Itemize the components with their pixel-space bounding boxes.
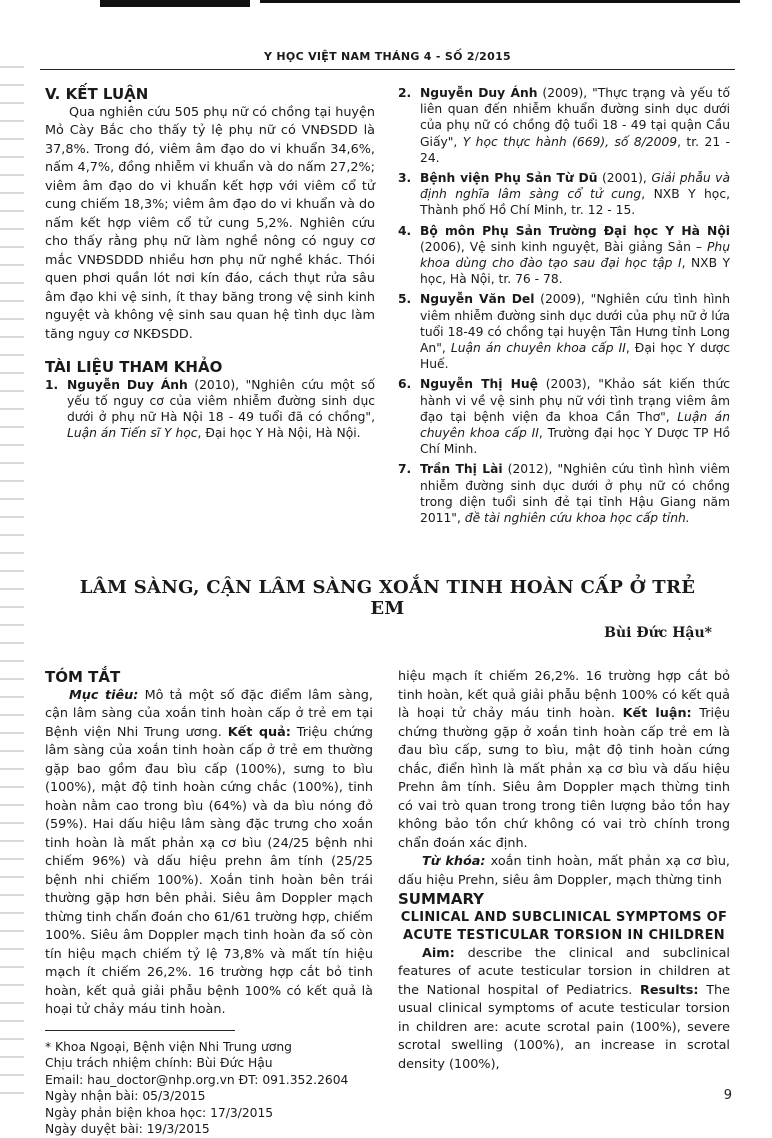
summary-paragraph (398, 945, 730, 1075)
reference-source: Luận án Tiến sĩ Y học (67, 426, 198, 441)
reference-italic: Giải phẫu và định nghĩa lâm sàng cổ tử cung (420, 171, 730, 202)
reference-italic: Phụ khoa dùng cho đào tạo sau đại học tập I (420, 239, 730, 271)
article-title: LÂM SÀNG, CẬN LÂM SÀNG XOẮN TINH HOÀN CẤP Ở TRẺ EM (79, 577, 696, 619)
reference-item (398, 85, 730, 166)
reference-item (398, 376, 730, 457)
conclusion-heading: V. KẾT LUẬN (45, 85, 149, 103)
reference-italic: đề tài nghiên cứu khoa học cấp tỉnh. (464, 511, 690, 526)
reference-author: Nguyễn Thị Huệ (420, 377, 538, 392)
footnote-line: Ngày phản biện khoa học: 17/3/2015 (45, 1105, 274, 1120)
reference-body (420, 291, 730, 372)
abstract-column (45, 668, 373, 1138)
reference-number: 3. (398, 171, 412, 186)
footnote-rule (45, 1030, 235, 1031)
reference-tail: , NXB Y học, Hà Nội, tr. 76 - 78. (420, 256, 730, 287)
aim-label: Mục tiêu: (69, 687, 139, 703)
reference-author: Trần Thị Lài (420, 462, 503, 477)
keywords-text: xoắn tinh hoàn, mất phản xạ cơ bìu, dấu hiệu Prehn, siêu âm Doppler, mạch thừng tinh (398, 854, 730, 888)
en-results-text: The usual clinical symptoms of acute testicular torsion in children are: acute scrotal pain (100%), severe scrotal swelling (100%), an increase in scrotal density (100%), (398, 982, 730, 1072)
reference-author: Nguyễn Duy Ánh (420, 86, 538, 100)
reference-body (420, 461, 730, 526)
reference-item (398, 291, 730, 372)
reference-text: (2003), "Khảo sát kiến thức hành vi về vệ sinh phụ nữ với tình trạng viêm âm đạo tại bệnh viện đa khoa Cần Thơ", (420, 377, 731, 424)
abstract-paragraph (45, 687, 373, 1020)
reference-number: 4. (398, 223, 412, 238)
left-top-column (45, 85, 375, 445)
abstract-right-column (398, 668, 730, 1074)
summary-heading: SUMMARY (398, 890, 485, 908)
summary-title: CLINICAL AND SUBCLINICAL SYMPTOMS OF ACUTE TESTICULAR TORSION IN CHILDREN (400, 909, 728, 943)
reference-body (67, 377, 375, 442)
abstract-conclusion-text: Triệu chứng thường gặp ở xoắn tinh hoàn cấp trẻ em là đau bìu cấp, sưng to bìu, mật độ tinh hoàn cứng chắc, điển hình là mất phản xạ cơ bìu và dấu hiệu Prehn âm tính. Siêu âm Doppler mạch thừng tinh có vai trò quan trong trong tiên lượng bảo tồn hay không bảo tồn chứ không có vai trò chính trong chẩn đoán xác định. (398, 706, 730, 851)
reference-text: (2006), Vệ sinh kinh nguyệt, Bài giảng Sản – (420, 239, 707, 254)
reference-text: (2012), "Nghiên cứu tình hình viêm nhiễm đường sinh dục dưới ở phụ nữ có chồng trong diện tuổi sinh đẻ tại tỉnh Hậu Giang năm 2011", (420, 462, 730, 526)
reference-text: (2001), (597, 171, 652, 186)
footnote-line: * Khoa Ngoại, Bệnh viện Nhi Trung ương (45, 1039, 292, 1054)
abstract-continued: hiệu mạch ít chiếm 26,2%. 16 trường hợp cắt bỏ tinh hoàn, kết quả giải phẫu bệnh 100% có kết quả là hoại tử chảy máu tinh hoàn. Kết luận: Triệu chứng thường gặp ở xoắn tinh hoàn cấp trẻ em là đau bìu cấp, sưng to bìu, mật độ tinh hoàn cứng chắc, điển hình là mất phản xạ cơ bìu và dấu hiệu Prehn âm tính. Siêu âm Doppler mạch thừng tinh có vai trò quan trong trong tiên lượng bảo tồn hay không bảo tồn chứ không có vai trò chính trong chẩn đoán xác định. (398, 669, 730, 851)
reference-body (420, 376, 730, 457)
footnote-line: Email: hau_doctor@nhp.org.vn ĐT: 091.352.2604 (45, 1072, 349, 1087)
reference-item (398, 461, 730, 526)
aim-text: Mô tả một số đặc điểm lâm sàng, cận lâm sàng của xoắn tinh hoàn cấp ở trẻ em tại Bệnh viện Nhi Trung ương. (45, 687, 373, 740)
keywords (398, 853, 730, 890)
reference-tail: , Đại học Y Hà Nội, Hà Nội. (197, 426, 361, 441)
reference-body (420, 170, 730, 219)
reference-body (420, 223, 730, 288)
right-references (398, 85, 730, 530)
footnote-line: Ngày duyệt bài: 19/3/2015 (45, 1122, 210, 1136)
reference-italic: Luận án chuyên khoa cấp II (420, 409, 730, 441)
reference-tail: , Đại học Y dược Huế. (420, 341, 730, 372)
abstract-conclusion-label: Kết luận: (622, 706, 692, 721)
reference-italic: Y học thực hành (669), số 8/2009 (462, 134, 678, 149)
reference-number: 2. (398, 86, 412, 100)
reference-tail: , Trường đại học Y Dược TP Hồ Chí Minh. (420, 426, 730, 457)
en-results-label: Results: (640, 982, 699, 998)
result-label: Kết quả: (227, 724, 291, 740)
reference-author: Nguyễn Duy Ánh (67, 377, 188, 392)
reference-author: Bệnh viện Phụ Sản Từ Dũ (420, 171, 598, 186)
result-text: Triệu chứng lâm sàng của xoắn tinh hoàn cấp ở trẻ em thường gặp bao gồm đau bìu cấp (100%), sưng to bìu (100%), mật độ tinh hoàn cứng chắc (100%), tinh hoàn nằm cao trong bìu (64%) và da bìu nóng đỏ (59%). Hai dấu hiệu lâm sàng đặc trưng cho xoắn tinh hoàn là mất phản xạ cơ bìu (24/25 bệnh nhi chiếm 96%) và dấu hiệu prehn âm tính (25/25 bệnh nhi chiếm 100%). Xoắn tinh hoàn bên trái thường gặp hơn bên phải. Siêu âm Doppler mạch thừng tinh chẩn đoán cho 61/61 trường hợp, chiếm 100%. Siêu âm Doppler mạch tinh hoàn đa số còn tín hiệu mạch chiếm tỷ lệ 73,8% và mất tín hiệu mạch ít chiếm 26,2%. 16 trường hợp cắt bỏ tinh hoàn, kết quả giải phẫu bệnh 100% có kết quả là hoại tử chảy máu tinh hoàn. (45, 724, 373, 1017)
top-rule (260, 0, 740, 3)
en-aim-label: Aim: (422, 945, 455, 961)
footnote-line: Chịu trách nhiệm chính: Bùi Đức Hậu (45, 1056, 273, 1070)
reference-body (420, 85, 730, 166)
footnote-line: Ngày nhận bài: 05/3/2015 (45, 1089, 206, 1103)
scan-artifact-bar (100, 0, 250, 7)
page-bleed-artifact (0, 60, 24, 1100)
footnotes (45, 1039, 373, 1138)
page-number: 9 (723, 1088, 732, 1103)
reference-text: (2010), "Nghiên cứu một số yếu tố nguy cơ của viêm nhiễm đường sinh dục dưới ở phụ nữ Hà Nội 18 - 49 tuổi đã có chồng", (67, 377, 375, 424)
article-author: Bùi Đức Hậu* (604, 625, 712, 641)
keywords-label: Từ khóa: (422, 854, 486, 869)
reference-italic: Luận án chuyên khoa cấp II (450, 341, 626, 356)
abstract-heading: TÓM TẮT (45, 668, 121, 686)
reference-tail: , tr. 21 - 24. (420, 134, 730, 165)
reference-number: 5. (398, 292, 412, 307)
reference-tail: , NXB Y học, Thành phố Hồ Chí Minh, tr. 12 - 15. (420, 187, 730, 218)
references-heading: TÀI LIỆU THAM KHẢO (45, 358, 223, 376)
reference-number: 1. (45, 377, 59, 392)
reference-text: (2009), "Nghiên cứu tình hình viêm nhiễm đường sinh dục dưới của phụ nữ ở lứa tuổi 18-49 có chồng tại huyện Tân Hưng tỉnh Long An", (420, 292, 730, 356)
reference-item (398, 223, 730, 288)
running-header: Y HỌC VIỆT NAM THÁNG 4 - SỐ 2/2015 (40, 50, 735, 70)
reference-number: 6. (398, 377, 412, 392)
reference-author: Bộ môn Phụ Sản Trường Đại học Y Hà Nội (420, 223, 730, 238)
reference-number: 7. (398, 462, 412, 477)
reference-item (45, 377, 375, 442)
conclusion-paragraph: Qua nghiên cứu 505 phụ nữ có chồng tại huyện Mỏ Cày Bắc cho thấy tỷ lệ phụ nữ có VNĐSDD là 37,8%. Trong đó, viêm âm đạo do vi khuẩn 34,6%, nấm 4,7%, đồng nhiễm vi khuẩn và do nấm 27,2%; viêm âm đạo do vi khuẩn kết hợp với viêm cổ tử cung chiếm 18,3%; viêm âm đạo do vi khuẩn và do nấm kết hợp viêm cổ tử cung 5,2%. Nghiên cứu cho thấy rằng phụ nữ làm nghề nông có nguy cơ mắc VNĐSDDD nhiều hơn phụ nữ nghề khác. Thói quen phơi quần lót nơi kín đáo, cách thụt rửa sâu âm đạo khi vệ sinh, ít thay băng trong vệ sinh kinh nguyệt và không vệ sinh sau quan hệ tình dục làm tăng nguy cơ NKĐSDD. (45, 104, 375, 342)
en-aim-text: describe the clinical and subclinical features of acute testicular torsion in children at the National hospital of Pediatrics. (398, 945, 730, 998)
reference-text: (2009), "Thực trạng và yếu tố liên quan đến nhiễm khuẩn đường sinh dục dưới của phụ nữ có chồng độ tuổi 18 - 49 tại quận Cầu Giấy", (420, 86, 730, 149)
reference-item (398, 170, 730, 219)
reference-author: Nguyễn Văn Del (420, 292, 535, 307)
